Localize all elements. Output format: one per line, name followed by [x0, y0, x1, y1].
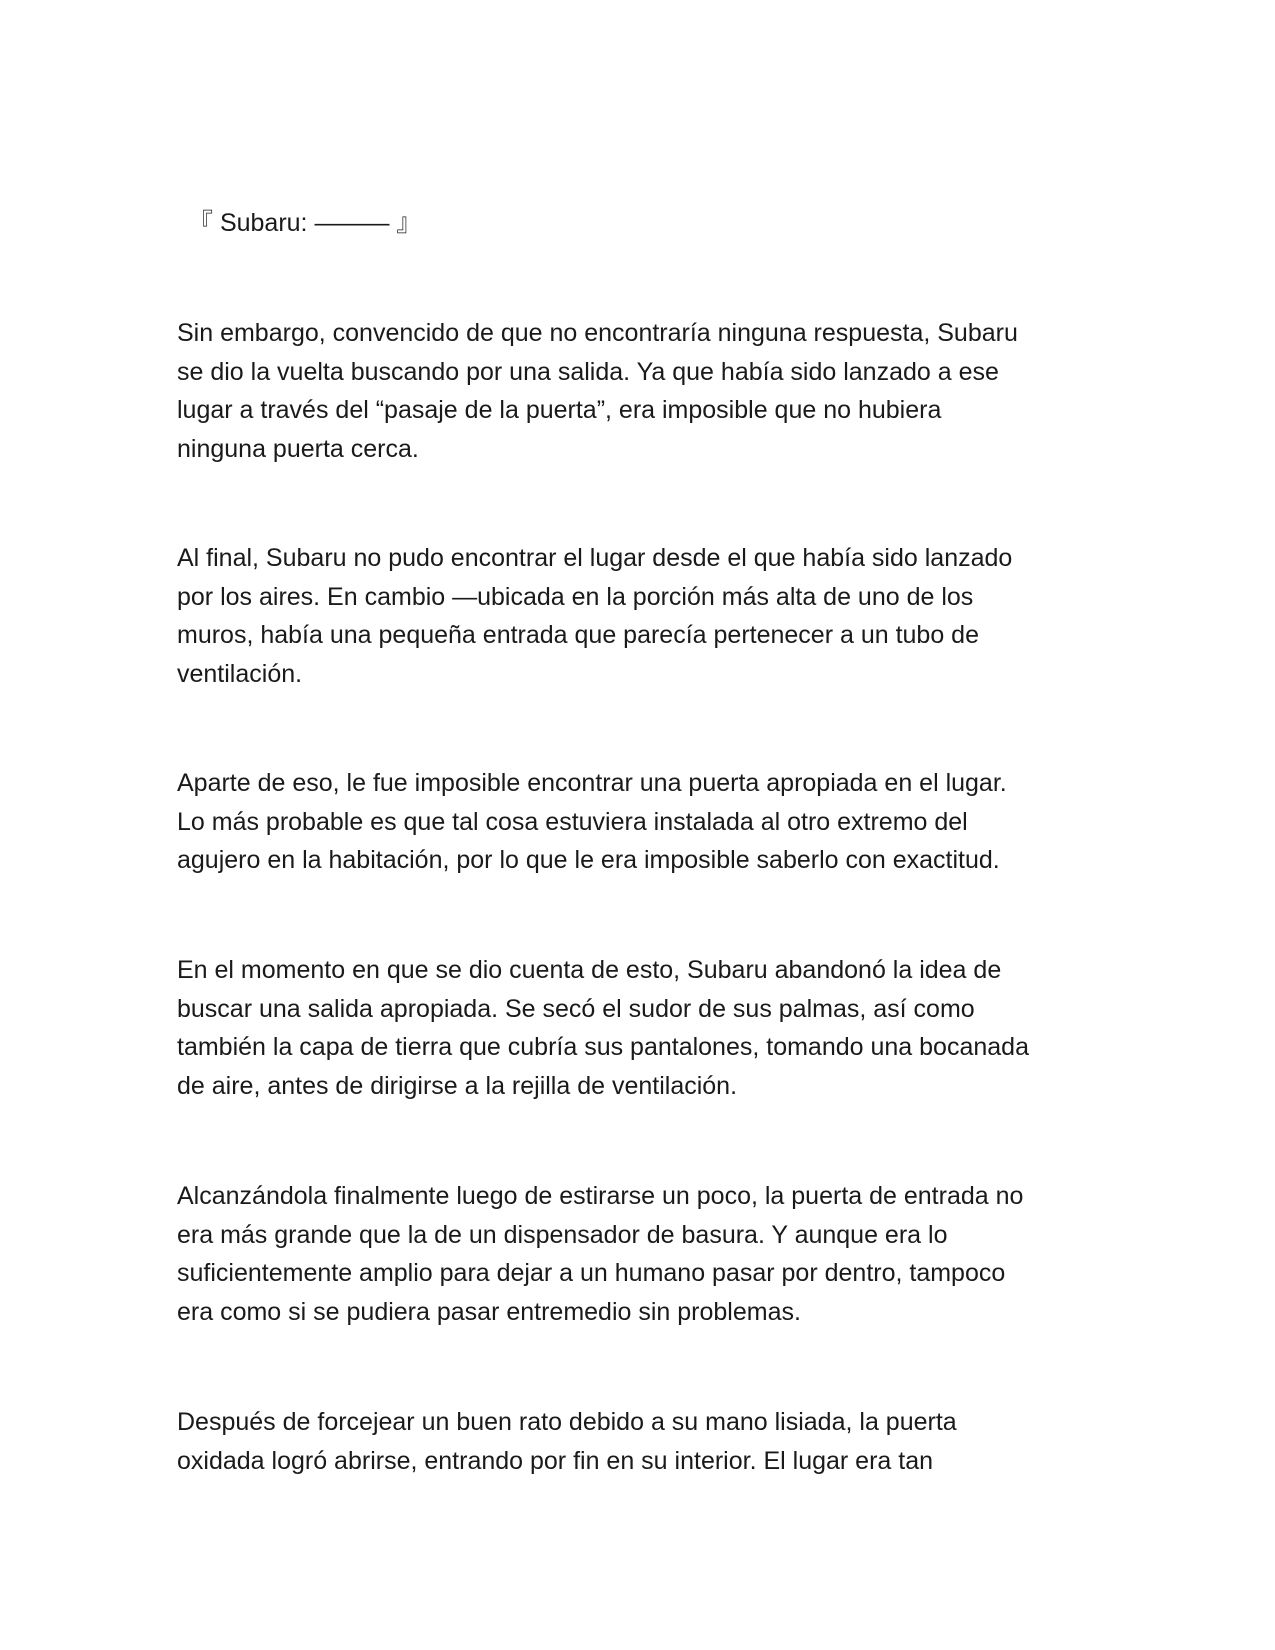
paragraph-line: de aire, antes de dirigirse a la rejilla de ventilación.	[177, 1071, 738, 1100]
paragraph-line: Lo más probable es que tal cosa estuviera instalada al otro extremo del	[177, 807, 968, 836]
heading-line: 『 Subaru: ——— 』	[188, 209, 422, 237]
paragraph-5	[177, 1177, 1097, 1331]
paragraph-line: oxidada logró abrirse, entrando por fin en su interior. El lugar era tan	[177, 1446, 934, 1475]
paragraph-line: ventilación.	[177, 659, 303, 688]
paragraph-line: era más grande que la de un dispensador de basura. Y aunque era lo	[177, 1220, 948, 1249]
paragraph-line: suficientemente amplio para dejar a un humano pasar por dentro, tampoco	[177, 1259, 1006, 1287]
paragraph-line: lugar a través del “pasaje de la puerta”, era imposible que no hubiera	[177, 396, 942, 424]
paragraph-line: por los aires. En cambio —ubicada en la porción más alta de uno de los	[177, 582, 974, 611]
paragraph-line: muros, había una pequeña entrada que parecía pertenecer a un tubo de	[177, 621, 979, 649]
paragraph-line: Alcanzándola finalmente luego de estirarse un poco, la puerta de entrada no	[177, 1182, 1024, 1210]
paragraph-line: En el momento en que se dio cuenta de esto, Subaru abandonó la idea de	[177, 956, 1002, 984]
paragraph-line: Sin embargo, convencido de que no encontraría ninguna respuesta, Subaru	[177, 319, 1018, 347]
paragraph-line: se dio la vuelta buscando por una salida. Ya que había sido lanzado a ese	[177, 357, 999, 386]
paragraph-6	[177, 1403, 1097, 1480]
paragraph-line: Aparte de eso, le fue imposible encontrar una puerta apropiada en el lugar.	[177, 769, 1007, 797]
paragraph-line: agujero en la habitación, por lo que le era imposible saberlo con exactitud.	[177, 846, 1000, 874]
dialogue-heading	[188, 204, 1108, 243]
paragraph-2	[177, 539, 1097, 693]
paragraph-3	[177, 764, 1097, 880]
paragraph-line: buscar una salida apropiada. Se secó el sudor de sus palmas, así como	[177, 994, 975, 1023]
paragraph-4	[177, 951, 1097, 1105]
paragraph-1	[177, 314, 1097, 468]
paragraph-line: ninguna puerta cerca.	[177, 434, 419, 463]
paragraph-line: Después de forcejear un buen rato debido a su mano lisiada, la puerta	[177, 1408, 957, 1436]
paragraph-line: era como si se pudiera pasar entremedio sin problemas.	[177, 1297, 801, 1326]
paragraph-line: Al final, Subaru no pudo encontrar el lugar desde el que había sido lanzado	[177, 544, 1013, 572]
paragraph-line: también la capa de tierra que cubría sus pantalones, tomando una bocanada	[177, 1033, 1029, 1061]
